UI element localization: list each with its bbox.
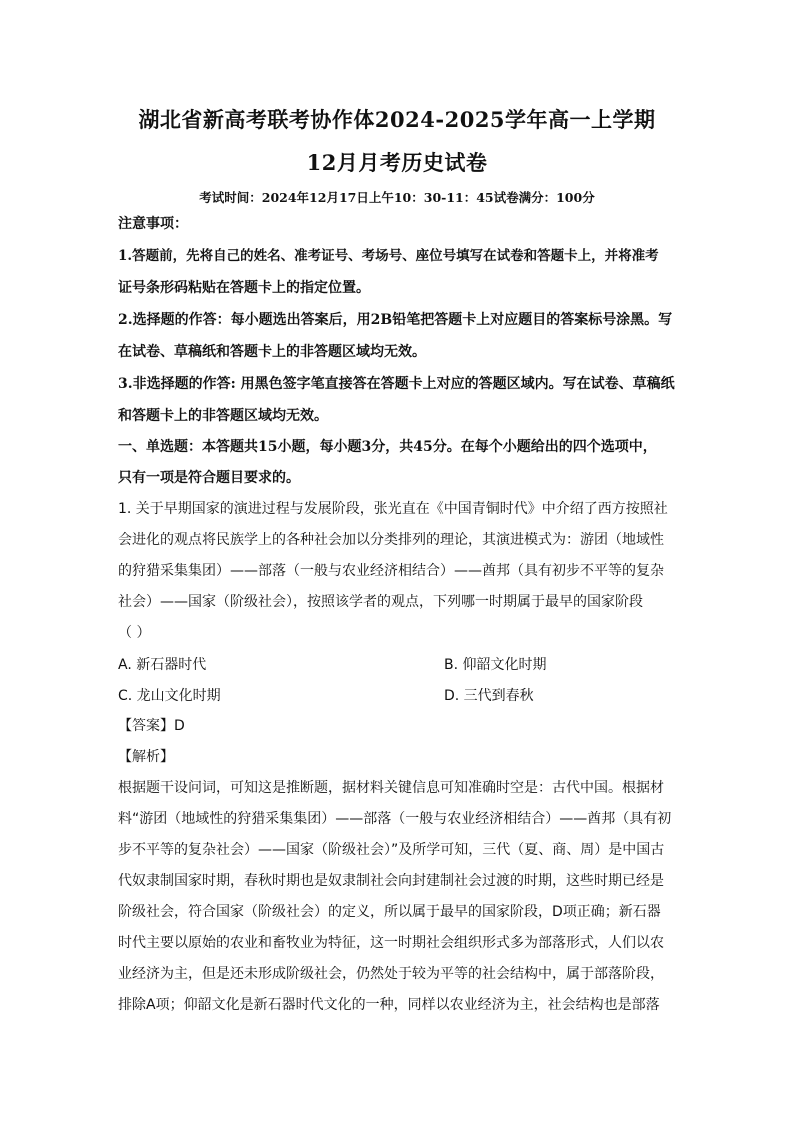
notice-item-3b: 和答题卡上的非答题区域均无效。 (118, 408, 328, 424)
analysis-line: 步不平等的复杂社会）——国家（阶级社会）”及所学可知，三代（夏、商、周）是中国古 (118, 842, 665, 858)
exam-title-line2: 12月月考历史试卷 (306, 150, 488, 175)
analysis-line: 时代主要以原始的农业和畜牧业为特征，这一时期社会组织形式多为部落形式，人们以农 (118, 935, 664, 951)
option-a: A. 新石器时代 (118, 657, 207, 673)
analysis-line: 阶级社会，符合国家（阶级社会）的定义，所以属于最早的国家阶段，D项正确；新石器 (118, 904, 661, 920)
notice-item-1a: 1.答题前，先将自己的姓名、准考证号、考场号、座位号填写在试卷和答题卡上，并将准考 (118, 248, 659, 264)
question-stem-line: 社会）——国家（阶级社会），按照该学者的观点，下列哪一时期属于最早的国家阶段 (118, 594, 643, 610)
question-stem-line: 的狩猎采集集团）——部落（一般与农业经济相结合）——酋邦（具有初步不平等的复杂 (118, 563, 664, 579)
analysis-line: 代奴隶制国家时期，春秋时期也是奴隶制社会向封建制社会过渡的时期，这些时期已经是 (118, 873, 664, 889)
exam-title-line1: 湖北省新高考联考协作体2024-2025学年高一上学期 (138, 107, 656, 132)
exam-info: 考试时间：2024年12月17日上午10：30-11：45试卷满分：100分 (199, 190, 595, 205)
notice-heading: 注意事项： (118, 216, 188, 232)
notice-item-2b: 在试卷、草稿纸和答题卡上的非答题区域均无效。 (118, 344, 426, 360)
question-blank: （ ） (118, 625, 151, 641)
analysis-line: 排除A项；仰韶文化是新石器时代文化的一种，同样以农业经济为主，社会结构也是部落 (118, 997, 660, 1013)
option-b: B. 仰韶文化时期 (444, 657, 547, 673)
analysis-line: 业经济为主，但是还未形成阶级社会，仍然处于较为平等的社会结构中，属于部落阶段， (118, 966, 664, 982)
notice-item-1b: 证号条形码粘贴在答题卡上的指定位置。 (118, 280, 370, 296)
analysis-heading: 【解析】 (118, 749, 174, 765)
section-heading-2: 只有一项是符合题目要求的。 (118, 470, 300, 486)
notice-item-3a: 3.非选择题的作答: 用黑色签字笔直接答在答题卡上对应的答题区域内。写在试卷、草稿纸 (118, 376, 675, 392)
analysis-line: 根据题干设问词，可知这是推断题，据材料关键信息可知准确时空是：古代中国。根据材 (118, 780, 664, 796)
answer-label: 【答案】D (118, 718, 185, 734)
notice-item-2a: 2.选择题的作答：每小题选出答案后，用2B铅笔把答题卡上对应题目的答案标号涂黑。写 (118, 312, 673, 328)
option-d: D. 三代到春秋 (444, 688, 534, 704)
analysis-line: 料“游团（地域性的狩猎采集集团）——部落（一般与农业经济相结合）——酋邦（具有初 (118, 811, 672, 827)
question-stem-line: 1. 关于早期国家的演进过程与发展阶段，张光直在《中国青铜时代》中介绍了西方按照社 (118, 501, 668, 517)
option-c: C. 龙山文化时期 (118, 688, 221, 704)
section-heading-1: 一、单选题：本答题共15小题，每小题3分，共45分。在每个小题给出的四个选项中， (118, 439, 657, 455)
question-stem-line: 会进化的观点将民族学上的各种社会加以分类排列的理论，其演进模式为：游团（地域性 (118, 532, 664, 548)
